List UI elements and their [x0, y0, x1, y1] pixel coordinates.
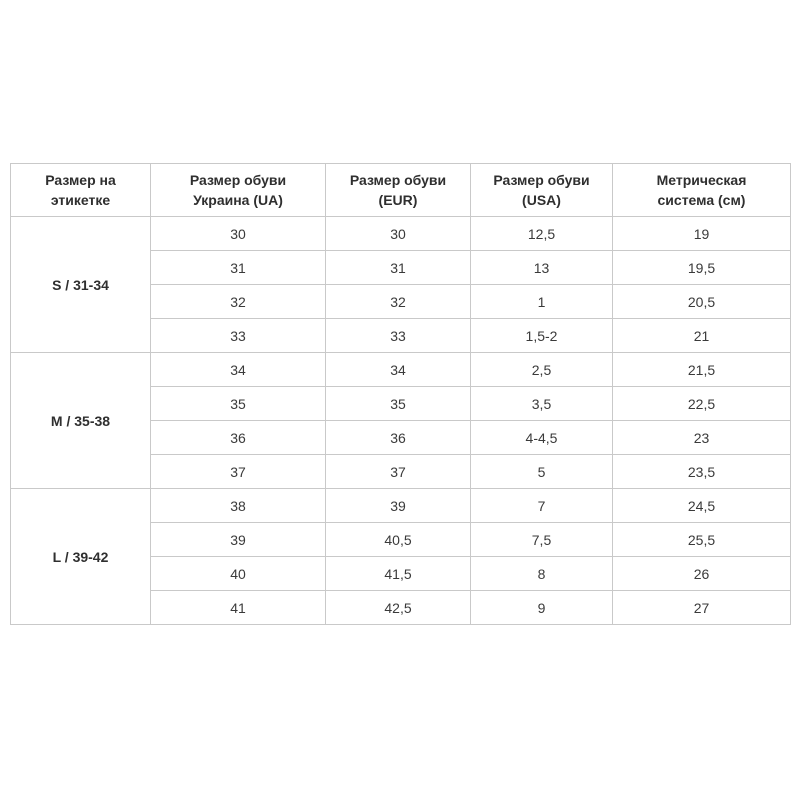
cell-usa: 12,5 [471, 217, 613, 251]
cell-ua: 35 [151, 387, 326, 421]
cell-ua: 32 [151, 285, 326, 319]
header-label-size-line1: Размер на [45, 172, 116, 188]
cell-cm: 23 [613, 421, 791, 455]
cell-cm: 22,5 [613, 387, 791, 421]
header-ua-size [151, 164, 326, 217]
header-row [11, 164, 791, 217]
header-eur-size [326, 164, 471, 217]
cell-ua: 40 [151, 557, 326, 591]
size-chart-table [10, 163, 791, 625]
cell-cm: 27 [613, 591, 791, 625]
header-ua-size-line2: Украина (UA) [193, 192, 283, 208]
table-row [11, 217, 791, 251]
cell-cm: 19,5 [613, 251, 791, 285]
table-header [11, 164, 791, 217]
cell-eur: 31 [326, 251, 471, 285]
size-group-label: M / 35-38 [11, 353, 151, 489]
header-usa-size [471, 164, 613, 217]
header-metric-cm [613, 164, 791, 217]
cell-eur: 35 [326, 387, 471, 421]
table-row [11, 489, 791, 523]
cell-usa: 1 [471, 285, 613, 319]
header-usa-size-line2: (USA) [522, 192, 561, 208]
header-eur-size-line1: Размер обуви [349, 172, 447, 188]
header-label-size [11, 164, 151, 217]
cell-eur: 40,5 [326, 523, 471, 557]
cell-usa: 7 [471, 489, 613, 523]
cell-cm: 21 [613, 319, 791, 353]
table-row [11, 353, 791, 387]
cell-eur: 42,5 [326, 591, 471, 625]
cell-eur: 32 [326, 285, 471, 319]
cell-usa: 7,5 [471, 523, 613, 557]
cell-cm: 21,5 [613, 353, 791, 387]
header-metric-cm-line2: система (см) [657, 192, 746, 208]
size-group-label: L / 39-42 [11, 489, 151, 625]
cell-usa: 1,5-2 [471, 319, 613, 353]
cell-usa: 5 [471, 455, 613, 489]
size-group-label: S / 31-34 [11, 217, 151, 353]
cell-ua: 30 [151, 217, 326, 251]
cell-usa: 4-4,5 [471, 421, 613, 455]
cell-eur: 36 [326, 421, 471, 455]
cell-eur: 30 [326, 217, 471, 251]
cell-usa: 3,5 [471, 387, 613, 421]
cell-cm: 23,5 [613, 455, 791, 489]
cell-usa: 2,5 [471, 353, 613, 387]
cell-ua: 34 [151, 353, 326, 387]
table-body [11, 217, 791, 625]
cell-cm: 26 [613, 557, 791, 591]
cell-ua: 37 [151, 455, 326, 489]
header-metric-cm-line1: Метрическая [656, 172, 747, 188]
cell-ua: 38 [151, 489, 326, 523]
cell-eur: 41,5 [326, 557, 471, 591]
cell-eur: 33 [326, 319, 471, 353]
cell-cm: 20,5 [613, 285, 791, 319]
cell-eur: 37 [326, 455, 471, 489]
cell-cm: 19 [613, 217, 791, 251]
cell-cm: 25,5 [613, 523, 791, 557]
cell-eur: 39 [326, 489, 471, 523]
cell-usa: 13 [471, 251, 613, 285]
cell-ua: 33 [151, 319, 326, 353]
cell-ua: 36 [151, 421, 326, 455]
cell-eur: 34 [326, 353, 471, 387]
cell-cm: 24,5 [613, 489, 791, 523]
header-eur-size-line2: (EUR) [378, 192, 418, 208]
cell-usa: 9 [471, 591, 613, 625]
header-usa-size-line1: Размер обуви [493, 172, 590, 188]
cell-ua: 31 [151, 251, 326, 285]
cell-ua: 39 [151, 523, 326, 557]
cell-ua: 41 [151, 591, 326, 625]
header-ua-size-line1: Размер обуви [189, 172, 287, 188]
header-label-size-line2: этикетке [50, 192, 111, 208]
cell-usa: 8 [471, 557, 613, 591]
